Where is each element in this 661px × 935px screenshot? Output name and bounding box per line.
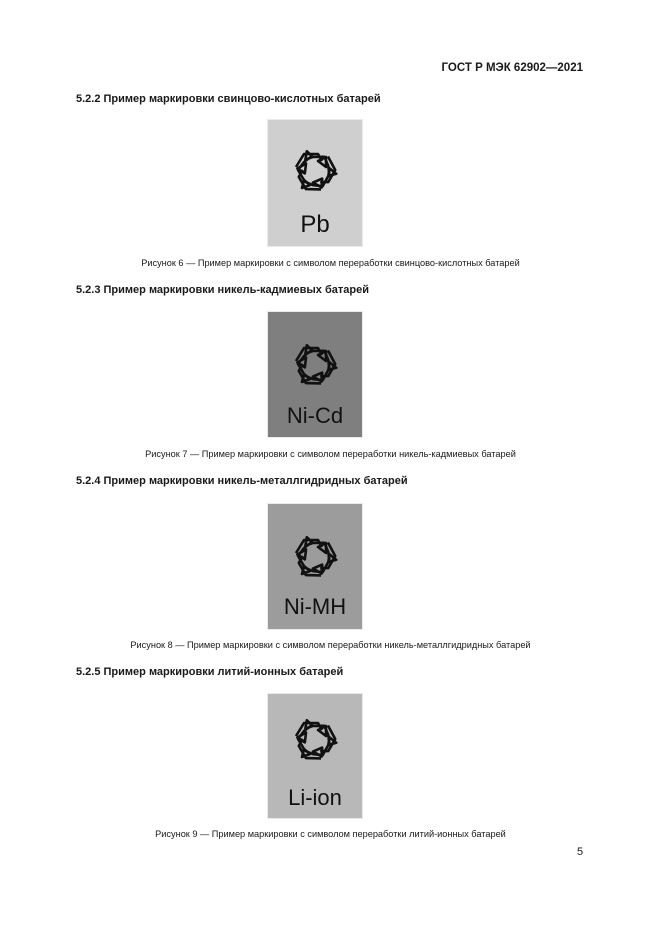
marking-figure-lithium-ion [267,693,363,819]
section-heading-lithium-ion: 5.2.5 Пример маркировки литий-ионных батарей [76,666,344,678]
document-id: ГОСТ Р МЭК 62902—2021 [441,62,583,74]
chemistry-label: Li-ion [288,785,342,810]
figure-caption: Рисунок 6 — Пример маркировки с символом переработки свинцово-кислотных батарей [141,258,520,268]
chemistry-label: Ni-Cd [286,403,344,428]
chemistry-label: Pb [300,211,330,238]
section-heading-lead-acid: 5.2.2 Пример маркировки свинцово-кислотных батарей [76,93,381,105]
section-heading-nickel-cadmium: 5.2.3 Пример маркировки никель-кадмиевых батарей [76,284,369,296]
figure-caption: Рисунок 8 — Пример маркировки с символом переработки никель-металлгидридных батарей [130,640,531,650]
recycling-icon [284,140,346,202]
marking-figure-lead-acid [267,119,363,247]
figure-caption: Рисунок 9 — Пример маркировки с символом переработки литий-ионных батарей [155,829,506,839]
marking-figure-nickel-metal-hydride [267,503,363,630]
section-heading-nickel-metal-hydride: 5.2.4 Пример маркировки никель-металлгидридных батарей [76,475,408,487]
recycling-icon [284,334,346,396]
chemistry-label: Ni-MH [283,594,347,619]
page-number: 5 [577,846,584,858]
recycling-icon [284,526,346,588]
recycling-icon [284,709,346,771]
marking-figure-nickel-cadmium [267,311,363,438]
figure-caption: Рисунок 7 — Пример маркировки с символом переработки никель-кадмиевых батарей [145,449,516,459]
